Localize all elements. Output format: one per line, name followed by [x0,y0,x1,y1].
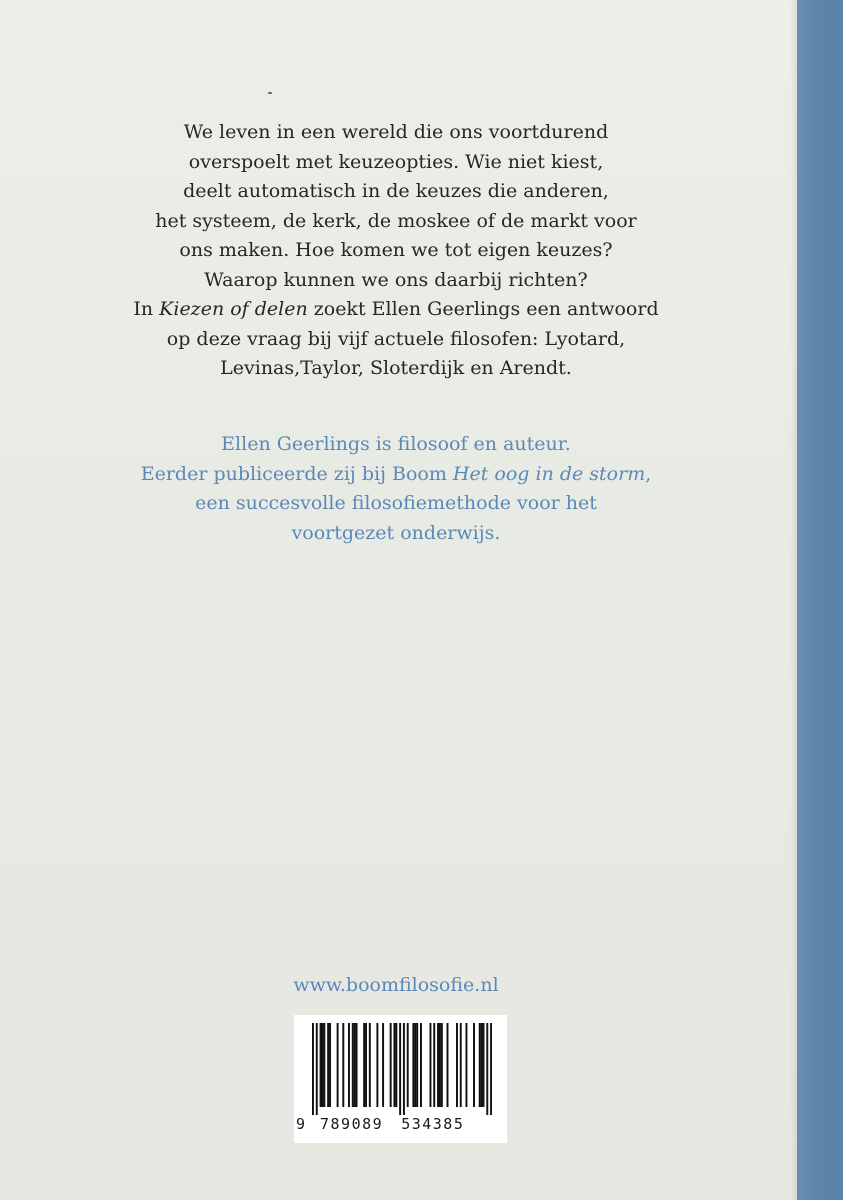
barcode-bars [312,1023,492,1115]
barcode-bar [390,1023,392,1107]
barcode-bar [348,1023,350,1107]
bio-line [126,460,666,490]
barcode-bar [456,1023,458,1107]
bio-line: voortgezet onderwijs. [291,521,501,544]
bio-text-run: , [645,462,652,485]
barcode-left-digits: 789089 [320,1115,384,1133]
barcode-bar [481,1023,483,1107]
barcode-bar [369,1023,371,1107]
barcode-bar [403,1023,405,1115]
author-bio [126,430,666,548]
bio-text-run: Eerder publiceerde zij bij Boom [140,462,453,485]
barcode-bar [321,1023,323,1107]
barcode-first-digit: 9 [296,1115,306,1133]
barcode-bar [460,1023,462,1107]
spine-strip [797,0,843,1200]
barcode-bar [429,1023,431,1107]
barcode-bar [393,1023,395,1107]
bio-line: Ellen Geerlings is filosoof en auteur. [221,433,571,455]
barcode-bar [363,1023,365,1107]
book-title: Kiezen of delen [159,298,308,320]
barcode-bar [483,1023,485,1107]
barcode-bar [479,1023,481,1107]
barcode-bar [486,1023,488,1115]
blurb-line: op deze vraag bij vijf actuele filosofen: Lyotard, [166,327,626,350]
blurb-line: Levinas,Taylor, Sloterdijk en Arendt. [220,357,572,379]
barcode-bar [320,1023,322,1107]
barcode-bar [399,1023,401,1115]
barcode-bar [447,1023,449,1107]
barcode-number [294,1115,507,1133]
barcode-bar [441,1023,443,1107]
blurb-line: het systeem, de kerk, de moskee of de markt voor [155,209,637,232]
previous-book-title: Het oog in de storm [452,462,646,485]
blurb-line: We leven in een wereld die ons voortdurend [183,121,609,143]
barcode-bar [316,1023,318,1115]
blurb-text-run: In [133,298,160,320]
barcode-bar [395,1023,397,1107]
barcode-bar [323,1023,325,1107]
barcode-bar [420,1023,422,1107]
barcode-bar [327,1023,329,1107]
barcode-bar [354,1023,356,1107]
barcode-bar [465,1023,467,1107]
barcode-bar [337,1023,339,1107]
blurb-line [126,295,666,325]
barcode-bar [352,1023,354,1107]
barcode-bar [416,1023,418,1107]
barcode-bar [433,1023,435,1107]
blurb-line: ons maken. Hoe komen we tot eigen keuzes? [179,239,613,261]
barcode-bar [365,1023,367,1107]
barcode-bar [490,1023,492,1115]
blurb-line: Waarop kunnen we ons daarbij richten? [204,268,588,291]
barcode-bar [407,1023,409,1107]
isbn-barcode [294,1015,507,1143]
blurb-text-run: zoekt Ellen Geerlings een antwoord [307,298,659,320]
blurb-line: overspoelt met keuzeopties. Wie niet kiest, [188,150,604,173]
barcode-bar [437,1023,439,1107]
barcode-right-digits: 534385 [401,1115,465,1133]
barcode-bar [412,1023,414,1107]
barcode-bar [382,1023,384,1107]
blurb-line: deelt automatisch in de keuzes die anderen, [183,180,609,202]
publisher-website: www.boomfilosofie.nl [293,974,499,996]
barcode-bar [439,1023,441,1107]
barcode-bar [329,1023,331,1107]
barcode-bar [356,1023,358,1107]
barcode-bar [376,1023,378,1107]
bio-line: een succesvolle filosofiemethode voor het [195,492,597,514]
barcode-bar [414,1023,416,1107]
paper-speck [268,92,272,94]
barcode-bar [342,1023,344,1107]
barcode-bar [312,1023,314,1115]
barcode-bar [473,1023,475,1107]
blurb-text [126,118,666,384]
